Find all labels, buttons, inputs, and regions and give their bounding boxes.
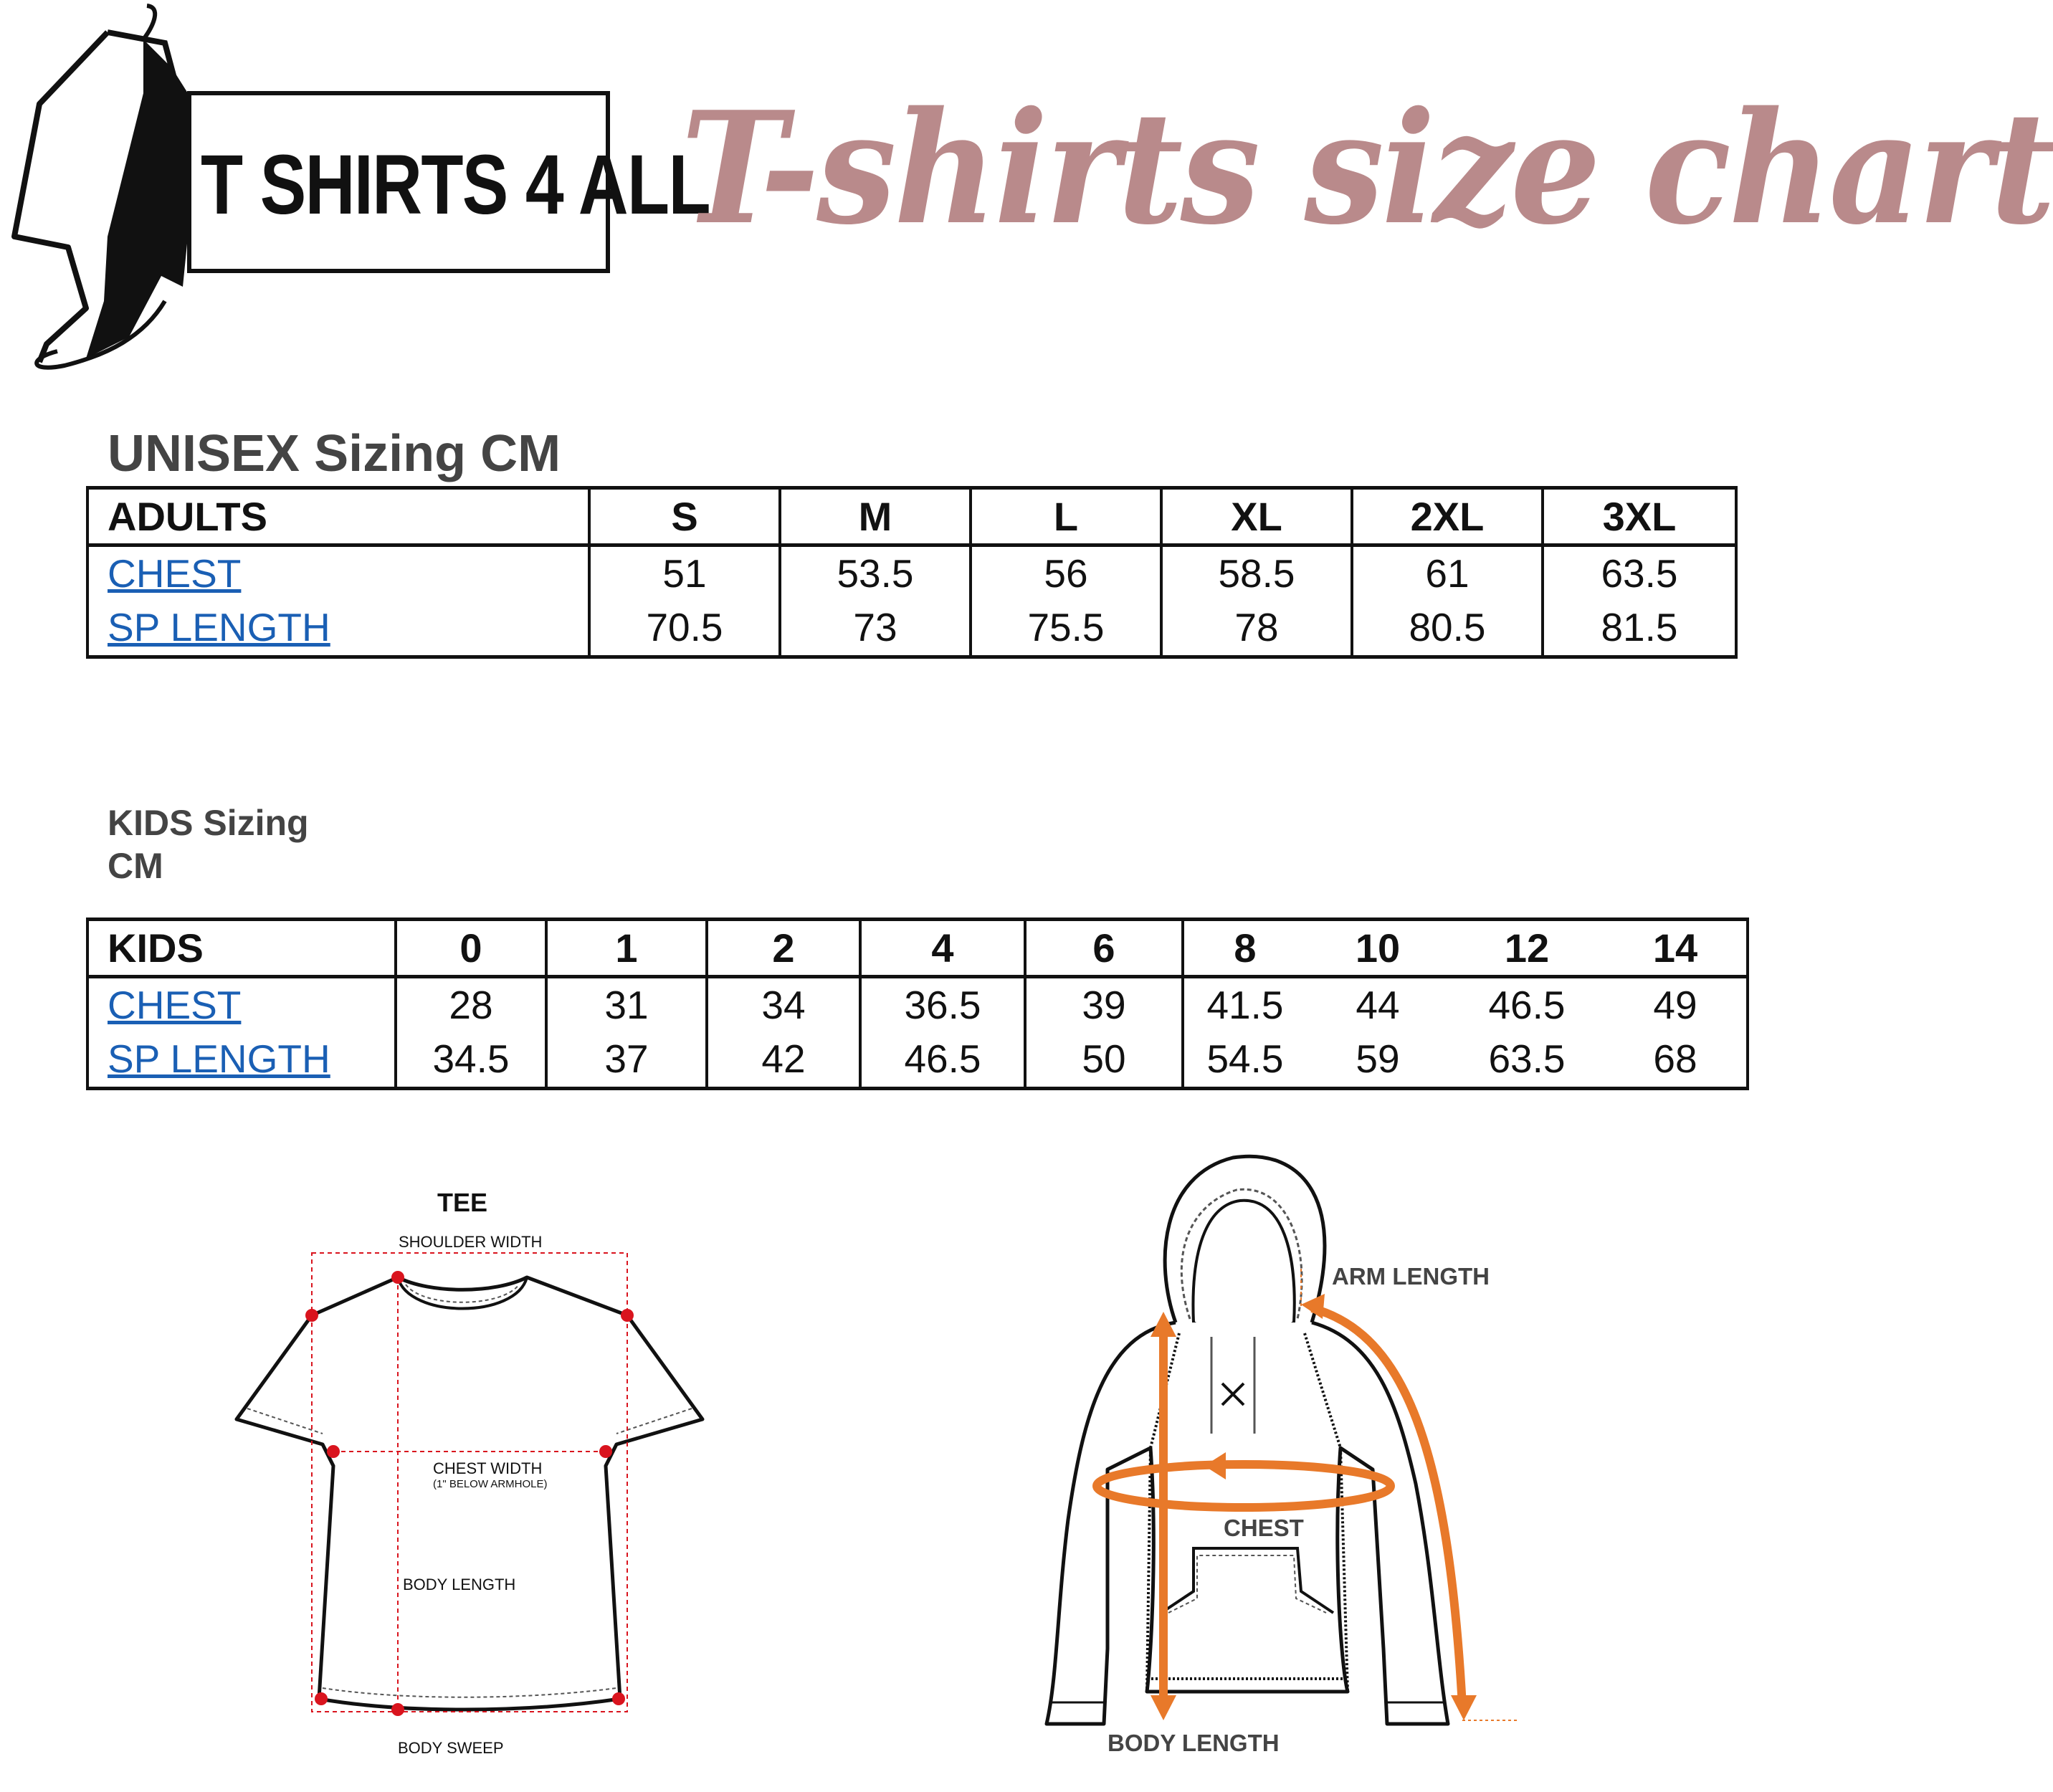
table-cell: 59 xyxy=(1306,1031,1449,1089)
hoodie-body-length-label: BODY LENGTH xyxy=(1108,1730,1280,1756)
size-header: 4 xyxy=(860,920,1025,977)
kids-title-line2: CM xyxy=(108,846,163,886)
table-cell: 49 xyxy=(1604,977,1748,1031)
table-cell: 37 xyxy=(546,1031,707,1089)
table-cell: 81.5 xyxy=(1543,600,1736,657)
kids-title-line1: KIDS Sizing xyxy=(108,803,309,843)
table-cell: 61 xyxy=(1352,545,1543,600)
table-row xyxy=(87,977,1748,1031)
unisex-section-title: UNISEX Sizing CM xyxy=(108,425,561,482)
table-header-row xyxy=(87,920,1748,977)
table-cell: 68 xyxy=(1604,1031,1748,1089)
table-row xyxy=(87,545,1736,600)
table-cell: 34.5 xyxy=(396,1031,546,1089)
size-header: 8 xyxy=(1183,920,1306,977)
size-header: 2 xyxy=(707,920,860,977)
table-cell: 58.5 xyxy=(1161,545,1352,600)
brand-logo-icon xyxy=(0,0,194,373)
size-header: 3XL xyxy=(1543,488,1736,545)
table-header-row xyxy=(87,488,1736,545)
table-cell: 36.5 xyxy=(860,977,1025,1031)
kids-section-title xyxy=(108,801,309,887)
size-header: 14 xyxy=(1604,920,1748,977)
table-cell: 56 xyxy=(971,545,1161,600)
table-cell: 31 xyxy=(546,977,707,1031)
size-header: XL xyxy=(1161,488,1352,545)
size-header: S xyxy=(589,488,780,545)
size-header: 10 xyxy=(1306,920,1449,977)
size-header: M xyxy=(780,488,971,545)
table-cell: 50 xyxy=(1025,1031,1183,1089)
kids-chest-link[interactable]: CHEST xyxy=(108,982,242,1027)
size-header: 6 xyxy=(1025,920,1183,977)
table-cell: 44 xyxy=(1356,982,1400,1027)
hoodie-chest-label: CHEST xyxy=(1224,1515,1304,1541)
size-header: 2XL xyxy=(1352,488,1543,545)
table-cell: 53.5 xyxy=(780,545,971,600)
table-corner-label: ADULTS xyxy=(87,488,589,545)
size-header: 12 xyxy=(1449,920,1604,977)
table-cell: 78 xyxy=(1161,600,1352,657)
hoodie-diagram xyxy=(975,1147,1548,1763)
tee-shoulder-label: SHOULDER WIDTH xyxy=(399,1233,543,1251)
hoodie-arm-length-label: ARM LENGTH xyxy=(1332,1263,1490,1290)
page-title: T-shirts size chart xyxy=(681,77,2053,259)
table-cell: 51 xyxy=(589,545,780,600)
table-corner-label: KIDS xyxy=(87,920,396,977)
brand-name: T SHIRTS 4 ALL xyxy=(201,138,710,232)
table-cell: 63.5 xyxy=(1449,1031,1604,1089)
tee-title: TEE xyxy=(437,1188,488,1217)
table-cell: 28 xyxy=(396,977,546,1031)
tee-chest-label: CHEST WIDTH xyxy=(433,1459,543,1477)
table-cell: 54.5 xyxy=(1183,1031,1306,1089)
table-row xyxy=(87,1031,1748,1089)
table-row xyxy=(87,600,1736,657)
table-cell: 75.5 xyxy=(971,600,1161,657)
table-cell: 80.5 xyxy=(1352,600,1543,657)
kids-size-table xyxy=(86,918,1749,1090)
chest-link[interactable]: CHEST xyxy=(108,551,242,596)
table-cell: 46.5 xyxy=(860,1031,1025,1089)
size-header: 1 xyxy=(546,920,707,977)
unisex-size-table xyxy=(86,486,1738,659)
table-cell: 34 xyxy=(707,977,860,1031)
size-header: L xyxy=(971,488,1161,545)
table-cell: 41.5 xyxy=(1183,977,1306,1031)
table-cell: 46.5 xyxy=(1488,982,1566,1027)
tee-chest-note: (1" BELOW ARMHOLE) xyxy=(433,1478,548,1490)
table-cell: 42 xyxy=(707,1031,860,1089)
table-cell: 39 xyxy=(1025,977,1183,1031)
sp-length-link[interactable]: SP LENGTH xyxy=(108,605,330,650)
tee-body-length-label: BODY LENGTH xyxy=(403,1576,516,1593)
size-header: 0 xyxy=(396,920,546,977)
table-cell: 63.5 xyxy=(1543,545,1736,600)
table-cell: 73 xyxy=(780,600,971,657)
table-cell: 70.5 xyxy=(589,600,780,657)
tee-body-sweep-label: BODY SWEEP xyxy=(398,1739,504,1757)
kids-sp-length-link[interactable]: SP LENGTH xyxy=(108,1036,330,1082)
